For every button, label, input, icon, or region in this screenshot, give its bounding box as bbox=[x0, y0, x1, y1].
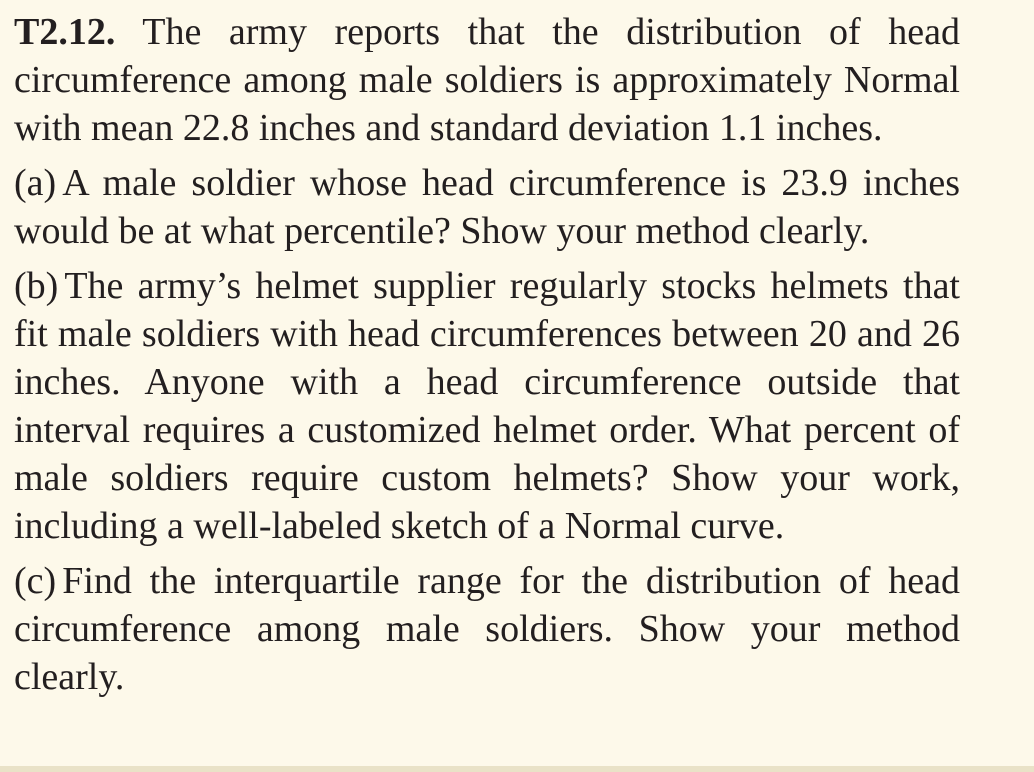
part-c-label: (c) bbox=[14, 560, 57, 602]
part-b-text: The army’s helmet supplier regularly stocks helmets that fit male soldiers with head circumferences between 20 and 26 inches. Anyone with a head circumference outside that interval requires a customized helmet order. What percent of male soldiers require custom helmets? Show your work, including a well-labeled sketch of a Normal curve. bbox=[14, 265, 960, 547]
exercise-t2-12 bbox=[14, 8, 960, 701]
problem-number: T2.12. bbox=[14, 11, 116, 53]
part-b-label: (b) bbox=[14, 265, 59, 307]
problem-intro-text: The army reports that the distribution of head circumference among male soldiers is approximately Normal with mean 22.8 inches and standard deviation 1.1 inches. bbox=[14, 11, 960, 149]
page-bottom-edge bbox=[0, 766, 1034, 772]
part-b bbox=[14, 262, 960, 550]
part-c-text: Find the interquartile range for the distribution of head circumference among male soldiers. Show your method clearly. bbox=[14, 560, 960, 698]
part-a bbox=[14, 159, 960, 255]
problem-intro bbox=[14, 8, 960, 152]
part-a-label: (a) bbox=[14, 162, 57, 204]
part-c bbox=[14, 557, 960, 701]
part-a-text: A male soldier whose head circumference is 23.9 inches would be at what percentile? Show your method clearly. bbox=[14, 162, 960, 252]
